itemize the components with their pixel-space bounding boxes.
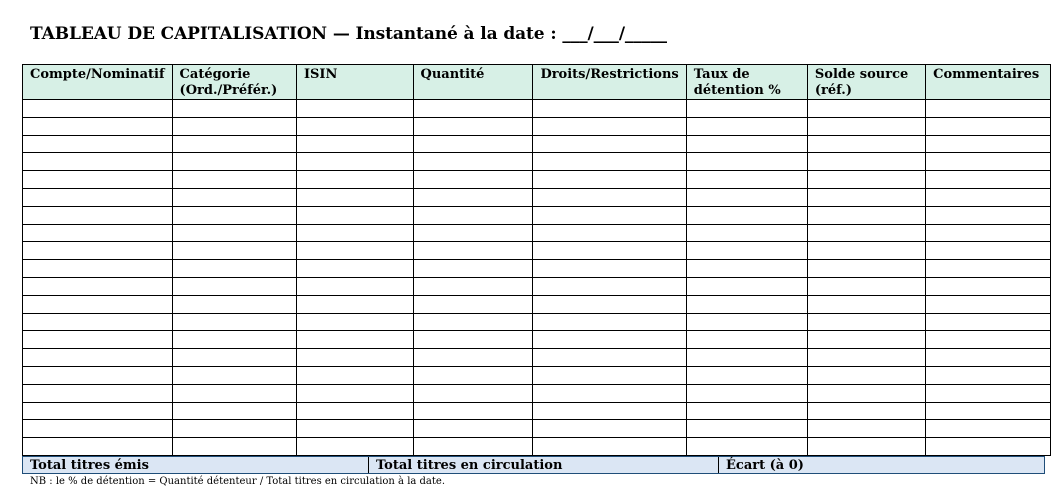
table-cell[interactable] bbox=[172, 420, 296, 438]
table-cell[interactable] bbox=[413, 313, 533, 331]
table-cell[interactable] bbox=[172, 135, 296, 153]
header-row bbox=[23, 65, 1051, 100]
page-title: TABLEAU DE CAPITALISATION — Instantané à la date : ___/___/_____ bbox=[30, 24, 667, 44]
table-body bbox=[23, 100, 1051, 456]
table-cell[interactable] bbox=[23, 100, 173, 118]
table-cell[interactable] bbox=[533, 117, 686, 135]
table-cell[interactable] bbox=[23, 277, 173, 295]
table-cell[interactable] bbox=[23, 260, 173, 278]
table-cell[interactable] bbox=[23, 313, 173, 331]
table-cell[interactable] bbox=[686, 171, 807, 189]
gap-label: Écart (à 0) bbox=[718, 457, 804, 473]
table-cell[interactable] bbox=[23, 438, 173, 456]
table-cell[interactable] bbox=[807, 117, 925, 135]
table-cell[interactable] bbox=[413, 135, 533, 153]
table-row bbox=[23, 100, 1051, 118]
table-cell[interactable] bbox=[296, 349, 413, 367]
table-cell[interactable] bbox=[686, 438, 807, 456]
table-cell[interactable] bbox=[686, 349, 807, 367]
table-cell[interactable] bbox=[23, 331, 173, 349]
table-cell[interactable] bbox=[807, 171, 925, 189]
total-issued-label: Total titres émis bbox=[30, 458, 149, 473]
table-cell[interactable] bbox=[533, 153, 686, 171]
table-cell[interactable] bbox=[533, 188, 686, 206]
table-cell[interactable] bbox=[413, 420, 533, 438]
table-cell[interactable] bbox=[413, 188, 533, 206]
table-cell[interactable] bbox=[926, 117, 1051, 135]
table-row bbox=[23, 135, 1051, 153]
table-cell[interactable] bbox=[533, 349, 686, 367]
table-row bbox=[23, 295, 1051, 313]
table-cell[interactable] bbox=[296, 117, 413, 135]
table-row bbox=[23, 402, 1051, 420]
table-cell[interactable] bbox=[296, 135, 413, 153]
table-cell[interactable] bbox=[172, 438, 296, 456]
table-cell[interactable] bbox=[926, 366, 1051, 384]
table-cell[interactable] bbox=[296, 420, 413, 438]
table-cell[interactable] bbox=[23, 117, 173, 135]
table-cell[interactable] bbox=[296, 171, 413, 189]
table-cell[interactable] bbox=[413, 100, 533, 118]
table-cell[interactable] bbox=[413, 171, 533, 189]
table-cell[interactable] bbox=[533, 100, 686, 118]
table-cell[interactable] bbox=[686, 100, 807, 118]
table-cell[interactable] bbox=[926, 402, 1051, 420]
table-row bbox=[23, 188, 1051, 206]
table-cell[interactable] bbox=[807, 402, 925, 420]
table-row bbox=[23, 420, 1051, 438]
table-cell[interactable] bbox=[686, 260, 807, 278]
table-cell[interactable] bbox=[686, 295, 807, 313]
table-cell[interactable] bbox=[686, 206, 807, 224]
table-cell[interactable] bbox=[172, 171, 296, 189]
table-cell[interactable] bbox=[807, 153, 925, 171]
table-cell[interactable] bbox=[533, 384, 686, 402]
table-cell[interactable] bbox=[686, 313, 807, 331]
table-cell[interactable] bbox=[926, 331, 1051, 349]
total-outstanding-label: Total titres en circulation bbox=[368, 457, 562, 473]
header-rights: Droits/Restrictions bbox=[533, 65, 686, 100]
table-cell[interactable] bbox=[172, 349, 296, 367]
table-cell[interactable] bbox=[533, 277, 686, 295]
table-cell[interactable] bbox=[296, 384, 413, 402]
table-cell[interactable] bbox=[686, 188, 807, 206]
table-cell[interactable] bbox=[172, 331, 296, 349]
header-ownership-rate: Taux de détention % bbox=[686, 65, 807, 100]
table-cell[interactable] bbox=[23, 171, 173, 189]
table-cell[interactable] bbox=[686, 153, 807, 171]
table-cell[interactable] bbox=[926, 206, 1051, 224]
table-cell[interactable] bbox=[686, 384, 807, 402]
table-cell[interactable] bbox=[686, 402, 807, 420]
table-cell[interactable] bbox=[807, 260, 925, 278]
table-cell[interactable] bbox=[926, 295, 1051, 313]
table-row bbox=[23, 277, 1051, 295]
table-cell[interactable] bbox=[172, 313, 296, 331]
table-cell[interactable] bbox=[926, 349, 1051, 367]
table-row bbox=[23, 313, 1051, 331]
table-cell[interactable] bbox=[926, 100, 1051, 118]
table-cell[interactable] bbox=[296, 295, 413, 313]
table-cell[interactable] bbox=[413, 349, 533, 367]
table-cell[interactable] bbox=[926, 384, 1051, 402]
table-cell[interactable] bbox=[686, 135, 807, 153]
header-account: Compte/Nominatif bbox=[23, 65, 173, 100]
table-cell[interactable] bbox=[807, 331, 925, 349]
table-cell[interactable] bbox=[413, 224, 533, 242]
table-cell[interactable] bbox=[296, 331, 413, 349]
table-cell[interactable] bbox=[296, 277, 413, 295]
table-cell[interactable] bbox=[296, 153, 413, 171]
table-cell[interactable] bbox=[926, 224, 1051, 242]
table-cell[interactable] bbox=[172, 242, 296, 260]
table-cell[interactable] bbox=[296, 188, 413, 206]
table-cell[interactable] bbox=[533, 242, 686, 260]
table-cell[interactable] bbox=[413, 117, 533, 135]
table-cell[interactable] bbox=[926, 135, 1051, 153]
table-cell[interactable] bbox=[533, 171, 686, 189]
table-row bbox=[23, 438, 1051, 456]
table-cell[interactable] bbox=[686, 420, 807, 438]
table-cell[interactable] bbox=[296, 438, 413, 456]
table-cell[interactable] bbox=[23, 206, 173, 224]
table-cell[interactable] bbox=[172, 206, 296, 224]
table-cell[interactable] bbox=[172, 295, 296, 313]
table-cell[interactable] bbox=[533, 438, 686, 456]
table-cell[interactable] bbox=[23, 224, 173, 242]
table-row bbox=[23, 171, 1051, 189]
table-cell[interactable] bbox=[23, 188, 173, 206]
table-cell[interactable] bbox=[413, 402, 533, 420]
totals-row bbox=[22, 456, 1045, 474]
table-cell[interactable] bbox=[413, 206, 533, 224]
table-row bbox=[23, 242, 1051, 260]
table-cell[interactable] bbox=[926, 438, 1051, 456]
table-cell[interactable] bbox=[23, 366, 173, 384]
table-cell[interactable] bbox=[296, 402, 413, 420]
table-cell[interactable] bbox=[23, 420, 173, 438]
cap-table bbox=[22, 64, 1051, 456]
table-cell[interactable] bbox=[807, 206, 925, 224]
table-cell[interactable] bbox=[413, 260, 533, 278]
table-cell[interactable] bbox=[807, 384, 925, 402]
table-cell[interactable] bbox=[807, 100, 925, 118]
table-row bbox=[23, 366, 1051, 384]
table-cell[interactable] bbox=[413, 366, 533, 384]
table-row bbox=[23, 384, 1051, 402]
table-cell[interactable] bbox=[926, 171, 1051, 189]
table-cell[interactable] bbox=[172, 117, 296, 135]
table-cell[interactable] bbox=[413, 438, 533, 456]
table-row bbox=[23, 153, 1051, 171]
table-cell[interactable] bbox=[296, 100, 413, 118]
table-cell[interactable] bbox=[23, 135, 173, 153]
table-cell[interactable] bbox=[926, 420, 1051, 438]
table-cell[interactable] bbox=[807, 349, 925, 367]
table-cell[interactable] bbox=[533, 402, 686, 420]
table-cell[interactable] bbox=[296, 206, 413, 224]
table-cell[interactable] bbox=[533, 135, 686, 153]
table-cell[interactable] bbox=[807, 420, 925, 438]
table-cell[interactable] bbox=[807, 295, 925, 313]
table-cell[interactable] bbox=[926, 313, 1051, 331]
table-cell[interactable] bbox=[172, 384, 296, 402]
table-cell[interactable] bbox=[23, 153, 173, 171]
table-cell[interactable] bbox=[413, 242, 533, 260]
table-cell[interactable] bbox=[807, 313, 925, 331]
table-cell[interactable] bbox=[533, 366, 686, 384]
table-cell[interactable] bbox=[413, 295, 533, 313]
table-cell[interactable] bbox=[686, 277, 807, 295]
header-isin: ISIN bbox=[296, 65, 413, 100]
table-row bbox=[23, 260, 1051, 278]
table-cell[interactable] bbox=[23, 242, 173, 260]
table-cell[interactable] bbox=[926, 260, 1051, 278]
table-cell[interactable] bbox=[807, 242, 925, 260]
table-cell[interactable] bbox=[413, 384, 533, 402]
table-cell[interactable] bbox=[686, 331, 807, 349]
table-cell[interactable] bbox=[807, 277, 925, 295]
table-cell[interactable] bbox=[926, 153, 1051, 171]
table-cell[interactable] bbox=[172, 366, 296, 384]
table-cell[interactable] bbox=[296, 366, 413, 384]
header-category: Catégorie (Ord./Préfér.) bbox=[172, 65, 296, 100]
footnote: NB : le % de détention = Quantité détenteur / Total titres en circulation à la date. bbox=[30, 476, 446, 487]
header-comments: Commentaires bbox=[926, 65, 1051, 100]
table-cell[interactable] bbox=[533, 224, 686, 242]
table-cell[interactable] bbox=[296, 260, 413, 278]
table-cell[interactable] bbox=[807, 224, 925, 242]
table-cell[interactable] bbox=[686, 117, 807, 135]
table-cell[interactable] bbox=[686, 242, 807, 260]
table-cell[interactable] bbox=[926, 277, 1051, 295]
table-row bbox=[23, 349, 1051, 367]
table-cell[interactable] bbox=[23, 349, 173, 367]
table-cell[interactable] bbox=[172, 402, 296, 420]
table-cell[interactable] bbox=[807, 135, 925, 153]
table-cell[interactable] bbox=[413, 153, 533, 171]
table-cell[interactable] bbox=[686, 366, 807, 384]
table-cell[interactable] bbox=[172, 224, 296, 242]
table-cell[interactable] bbox=[172, 260, 296, 278]
table-cell[interactable] bbox=[533, 331, 686, 349]
header-source-balance: Solde source (réf.) bbox=[807, 65, 925, 100]
table-cell[interactable] bbox=[296, 242, 413, 260]
table-cell[interactable] bbox=[533, 313, 686, 331]
table-cell[interactable] bbox=[533, 420, 686, 438]
table-cell[interactable] bbox=[807, 188, 925, 206]
table-cell[interactable] bbox=[807, 366, 925, 384]
table-row bbox=[23, 224, 1051, 242]
table-cell[interactable] bbox=[296, 313, 413, 331]
table-cell[interactable] bbox=[23, 384, 173, 402]
table-row bbox=[23, 331, 1051, 349]
table-cell[interactable] bbox=[926, 188, 1051, 206]
table-cell[interactable] bbox=[926, 242, 1051, 260]
table-cell[interactable] bbox=[296, 224, 413, 242]
table-cell[interactable] bbox=[172, 100, 296, 118]
table-row bbox=[23, 206, 1051, 224]
table-cell[interactable] bbox=[533, 260, 686, 278]
table-cell[interactable] bbox=[807, 438, 925, 456]
table-cell[interactable] bbox=[23, 295, 173, 313]
table-cell[interactable] bbox=[413, 331, 533, 349]
table-cell[interactable] bbox=[172, 277, 296, 295]
table-cell[interactable] bbox=[413, 277, 533, 295]
header-quantity: Quantité bbox=[413, 65, 533, 100]
table-row bbox=[23, 117, 1051, 135]
table-cell[interactable] bbox=[172, 188, 296, 206]
table-cell[interactable] bbox=[172, 153, 296, 171]
table-cell[interactable] bbox=[533, 206, 686, 224]
table-cell[interactable] bbox=[686, 224, 807, 242]
table-cell[interactable] bbox=[23, 402, 173, 420]
table-cell[interactable] bbox=[533, 295, 686, 313]
